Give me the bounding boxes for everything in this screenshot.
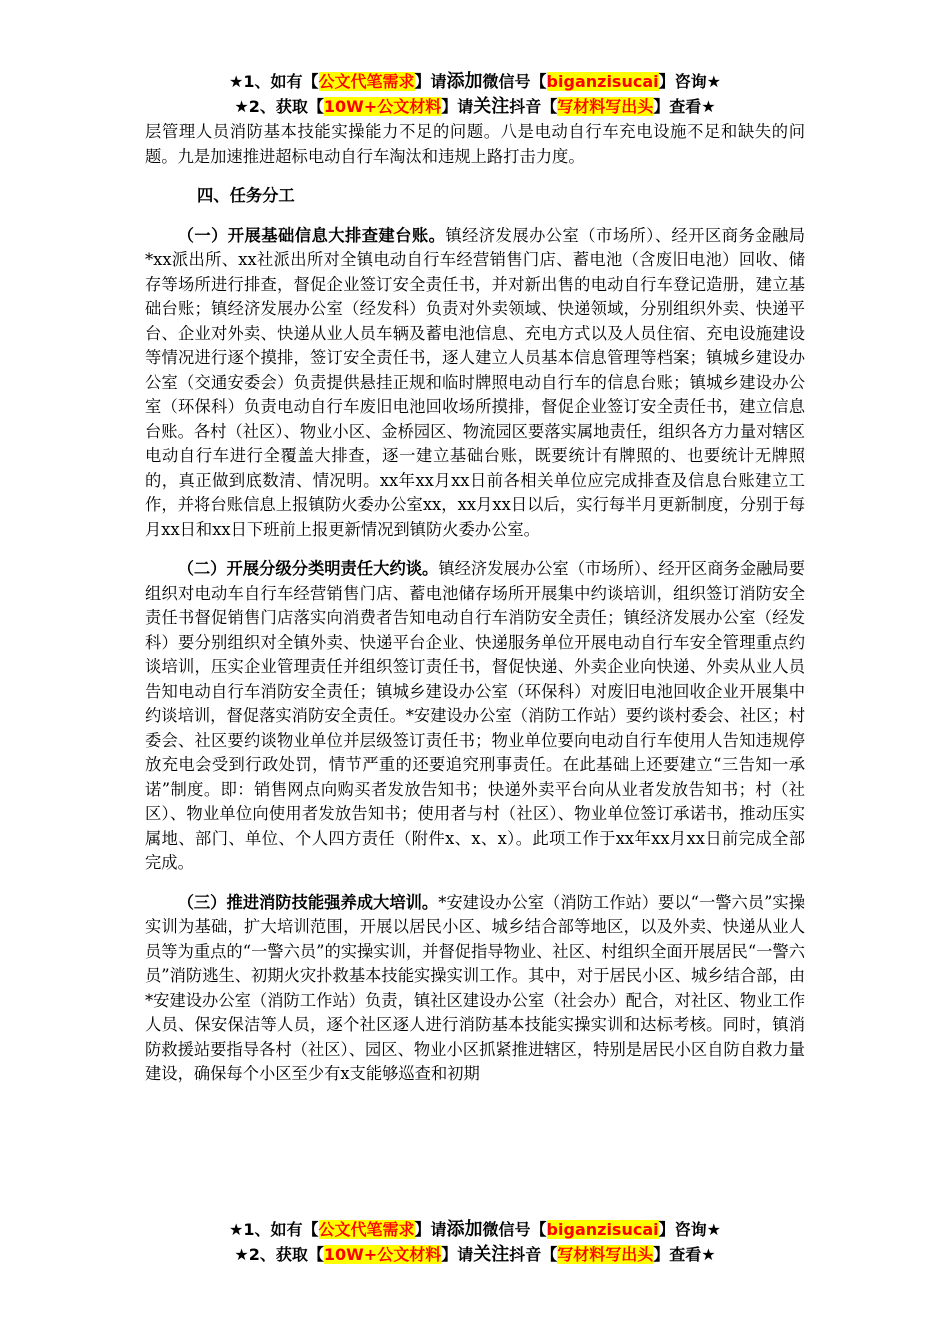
task-2-text: 镇经济发展办公室（市场所）、经开区商务金融局要组织对电动车自行车经营销售门店、蓄电池储存场所开展集中约谈培训，组织签订消防安全责任书督促销售门店落实向消费者告知电动自行车消防安全责任；镇经济发展办公室（经发科）要分别组织对全镇外卖、快递平台企业、快递服务单位开展电动自行车安全管理重点约谈培训，压实企业管理责任并组织签订责任书，督促快递、外卖企业向快递、外卖从业人员告知电动自行车消防安全责任；镇城乡建设办公室（环保科）对废旧电池回收企业开展集中约谈培训，督促落实消防安全责任。*安建设办公室（消防工作站）要约谈村委会、社区；村委会、社区要约谈物业单位并层级签订责任书；物业单位要向电动自行车使用人告知违规停放充电会受到行政处罚，情节严重的还要追究刑事责任。在此基础上还要建立“三告知一承诺”制度。即：销售网点向购买者发放告知书；快递外卖平台向从业者发放告知书；村（社区）、物业单位向使用者发放告知书；使用者与村（社区）、物业单位签订承诺书，推动压实属地、部门、单位、个人四方责任（附件x、x、x）。此项工作于xx年xx月xx日前完成全部完成。 xyxy=(145,559,805,872)
section-heading: 四、任务分工 xyxy=(197,186,295,205)
promo-banner-bottom-line2: ★2、获取【10W+公文材料】请关注抖音【写材料写出头】查看★ xyxy=(234,1244,716,1265)
task-1-text: 镇经济发展办公室（市场所）、经开区商务金融局*xx派出所、xx社派出所对全镇电动自行车经营销售门店、蓄电池（含废旧电池）回收、储存等场所进行排查，督促企业签订安全责任书，并对新出售的电动自行车登记造册，建立基础台账；镇经济发展办公室（经发科）负责对外卖领域、快递领域，分别组织外卖、快递平台、企业对外卖、快递从业人员车辆及蓄电池信息、充电方式以及人员住宿、充电设施建设等情况进行逐个摸排，签订安全责任书，逐人建立人员基本信息管理等档案；镇城乡建设办公室（交通安委会）负责提供悬挂正规和临时牌照电动自行车的信息台账；镇城乡建设办公室（环保科）负责电动自行车废旧电池回收场所摸排，督促企业签订安全责任书，建立信息台账。各村（社区）、物业小区、金桥园区、物流园区要落实属地责任，组织各方力量对辖区电动自行车进行全覆盖大排查，逐一建立基础台账，既要统计有牌照的、也要统计无牌照的，真正做到底数清、情况明。xx年xx月xx日前各相关单位应完成排查及信息台账建立工作，并将台账信息上报镇防火委办公室xx，xx月xx日以后，实行每半月更新制度，分别于每月xx日和xx日下班前上报更新情况到镇防火委办公室。 xyxy=(145,225,805,539)
document-body xyxy=(145,120,805,1087)
task-3-text: *安建设办公室（消防工作站）要以“一警六员”实操实训为基础，扩大培训范围，开展以居民小区、城乡结合部等地区，以及外卖、快递从业人员等为重点的“一警六员”的实操实训，并督促指导物业、社区、村组织全面开展居民“一警六员”消防逃生、初期火灾扑救基本技能实操实训工作。其中，对于居民小区、城乡结合部，由*安建设办公室（消防工作站）负责，镇社区建设办公室（社会办）配合，对社区、物业工作人员、保安保洁等人员，逐个社区逐人进行消防基本技能实操实训和达标考核。同时，镇消防救援站要指导各村（社区）、园区、物业小区抓紧推进辖区，特别是居民小区自防自救力量建设，确保每个小区至少有x支能够巡查和初期 xyxy=(145,892,805,1083)
task-paragraph-2 xyxy=(145,557,805,876)
intro-paragraph: 层管理人员消防基本技能实操能力不足的问题。八是电动自行车充电设施不足和缺失的问题。九是加速推进超标电动自行车淘汰和违规上路打击力度。 xyxy=(145,122,805,166)
task-2-heading: （二）开展分级分类明责任大约谈。 xyxy=(177,559,439,578)
promo-banner-bottom-line1: ★1、如有【公文代笔需求】请添加微信号【biganzisucai】咨询★ xyxy=(229,1219,721,1240)
promo-banner-top-line1: ★1、如有【公文代笔需求】请添加微信号【biganzisucai】咨询★ xyxy=(229,71,721,92)
task-1-heading: （一）开展基础信息大排查建台账。 xyxy=(177,225,446,245)
task-paragraph-3 xyxy=(145,891,805,1087)
task-3-heading: （三）推进消防技能强养成大培训。 xyxy=(177,892,439,912)
promo-banner-top-line2: ★2、获取【10W+公文材料】请关注抖音【写材料写出头】查看★ xyxy=(234,96,716,117)
task-paragraph-1 xyxy=(145,224,805,543)
